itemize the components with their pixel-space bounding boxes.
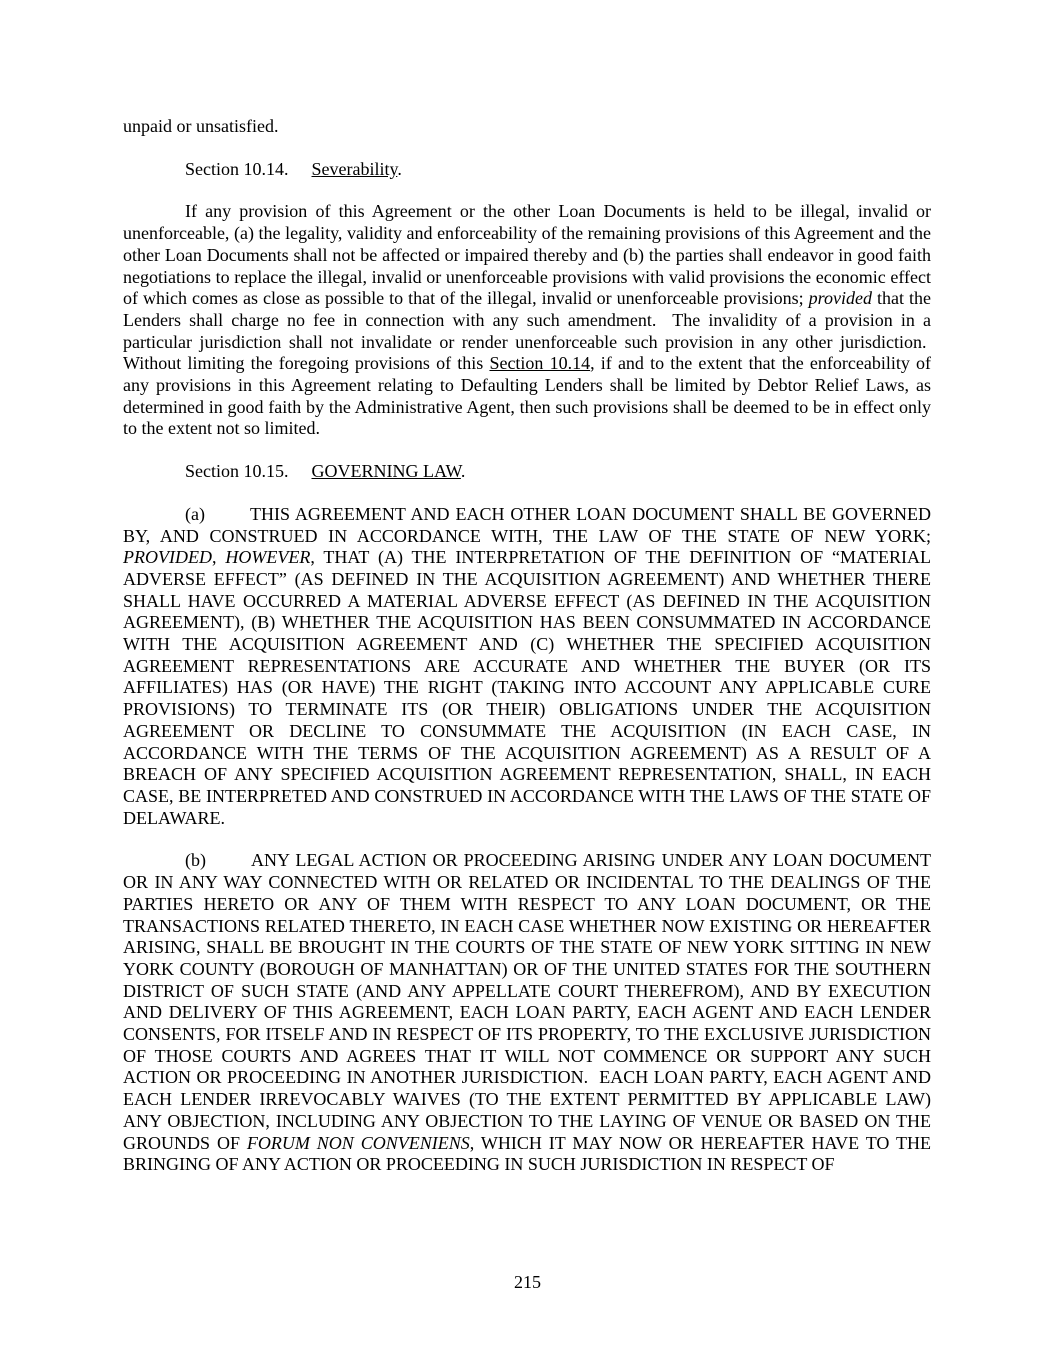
text-run: ANY LEGAL ACTION OR PROCEEDING ARISING UNDER ANY LOAN DOCUMENT OR IN ANY WAY CONNECTED WITH OR RELATED OR INCIDENTAL TO THE DEALINGS OF THE PARTIES HERETO OR ANY OF THEM WITH RESPECT TO ANY LOAN DOCUMENT, OR THE TRANSACTIONS RELATED THERETO, IN EACH CASE WHETHER NOW EXISTING OR HEREAFTER ARISING, SHALL BE BROUGHT IN THE COURTS OF THE STATE OF NEW YORK SITTING IN NEW YORK COUNTY (BOROUGH OF MANHATTAN) OR OF THE UNITED STATES FOR THE SOUTHERN DISTRICT OF SUCH STATE (AND ANY APPELLATE COURT THEREFROM), AND BY EXECUTION AND DELIVERY OF THIS AGREEMENT, EACH LOAN PARTY, EACH AGENT AND EACH LENDER CONSENTS, FOR ITSELF AND IN RESPECT OF ITS PROPERTY, TO THE EXCLUSIVE JURISDICTION OF THOSE COURTS AND AGREES THAT IT WILL NOT COMMENCE OR SUPPORT ANY SUCH ACTION OR PROCEEDING IN ANOTHER JURISDICTION. EACH LOAN PARTY, EACH AGENT AND EACH LENDER IRREVOCABLY WAIVES (TO THE EXTENT PERMITTED BY APPLICABLE LAW) ANY OBJECTION, INCLUDING ANY OBJECTION TO THE LAYING OF VENUE OR BASED ON THE GROUNDS OF [123,850,931,1153]
text-run: FORUM NON CONVENIENS [246,1132,470,1153]
text-run: , [211,547,226,568]
text-run: Severability [311,158,398,179]
text-run: THIS AGREEMENT AND EACH OTHER LOAN DOCUMENT SHALL BE GOVERNED BY, AND CONSTRUED IN ACCORDANCE WITH, THE LAW OF THE STATE OF NEW YORK; [123,503,931,546]
text-run: GOVERNING LAW [311,461,461,482]
text-run: HOWEVER [225,547,311,568]
governing-law-paragraph-a [123,504,931,830]
text-run: . [397,158,402,179]
governing-law-paragraph-b [123,850,931,1176]
text-run: (b) [185,850,206,871]
text-run: , if and to the extent that the enforceability of any provisions in this Agreement relating to Defaulting Lenders shall be limited by Debtor Relief Laws, as determined in good faith by the Administrative Agent, then such provisions shall be deemed to be in effect only to the extent not so limited. [123,353,931,439]
text-run: Section 10.14 [489,353,591,374]
text-run: Section 10.15. [185,461,289,482]
text-run: PROVIDED [123,547,212,568]
continuation-paragraph [123,116,931,138]
text-run: . [460,461,466,482]
text-run: , WHICH IT MAY NOW OR HEREAFTER HAVE TO THE BRINGING OF ANY ACTION OR PROCEEDING IN SUCH JURISDICTION IN RESPECT OF [123,1132,931,1175]
page-number: 215 [514,1272,541,1292]
section-10-14-body [123,201,931,440]
section-10-15-heading [123,461,931,483]
text-run: , THAT (A) THE INTERPRETATION OF THE DEFINITION OF “MATERIAL ADVERSE EFFECT” (AS DEFINED IN THE ACQUISITION AGREEMENT) AND WHETHER THERE SHALL HAVE OCCURRED A MATERIAL ADVERSE EFFECT (AS DEFINED IN THE ACQUISITION AGREEMENT), (B) WHETHER THE ACQUISITION HAS BEEN CONSUMMATED IN ACCORDANCE WITH THE ACQUISITION AGREEMENT AND (C) WHETHER THE SPECIFIED ACQUISITION AGREEMENT REPRESENTATIONS ARE ACCURATE AND WHETHER THE BUYER (OR ITS AFFILIATES) HAS (OR HAVE) THE RIGHT (TAKING INTO ACCOUNT ANY APPLICABLE CURE PROVISIONS) TO TERMINATE ITS (OR THEIR) OBLIGATIONS UNDER THE ACQUISITION AGREEMENT OR DECLINE TO CONSUMMATE THE ACQUISITION (IN EACH CASE, IN ACCORDANCE WITH THE TERMS OF THE ACQUISITION AGREEMENT) AS A RESULT OF A BREACH OF ANY SPECIFIED ACQUISITION AGREEMENT REPRESENTATION, SHALL, IN EACH CASE, BE INTERPRETED AND CONSTRUED IN ACCORDANCE WITH THE LAWS OF THE STATE OF DELAWARE. [123,547,932,828]
text-run: unpaid or unsatisfied. [123,116,279,136]
section-10-14-heading [123,159,931,181]
text-run: (a) [185,503,205,524]
text-run: Section 10.14. [185,158,289,179]
text-run: that the Lenders shall charge no fee in connection with any such amendment. The invalidity of a provision in a particular jurisdiction shall not invalidate or render unenforceable such provision in any other jurisdiction. Without limiting the foregoing provisions of this [123,288,931,374]
text-run: provided [808,288,872,309]
text-run: If any provision of this Agreement or the other Loan Documents is held to be illegal, invalid or unenforceable, (a) the legality, validity and enforceability of the remaining provisions of this Agreement and the other Loan Documents shall not be affected or impaired thereby and (b) the parties shall endeavor in good faith negotiations to replace the illegal, invalid or unenforceable provisions with valid provisions the economic effect of which comes as close as possible to that of the illegal, invalid or unenforceable provisions; [123,201,931,309]
